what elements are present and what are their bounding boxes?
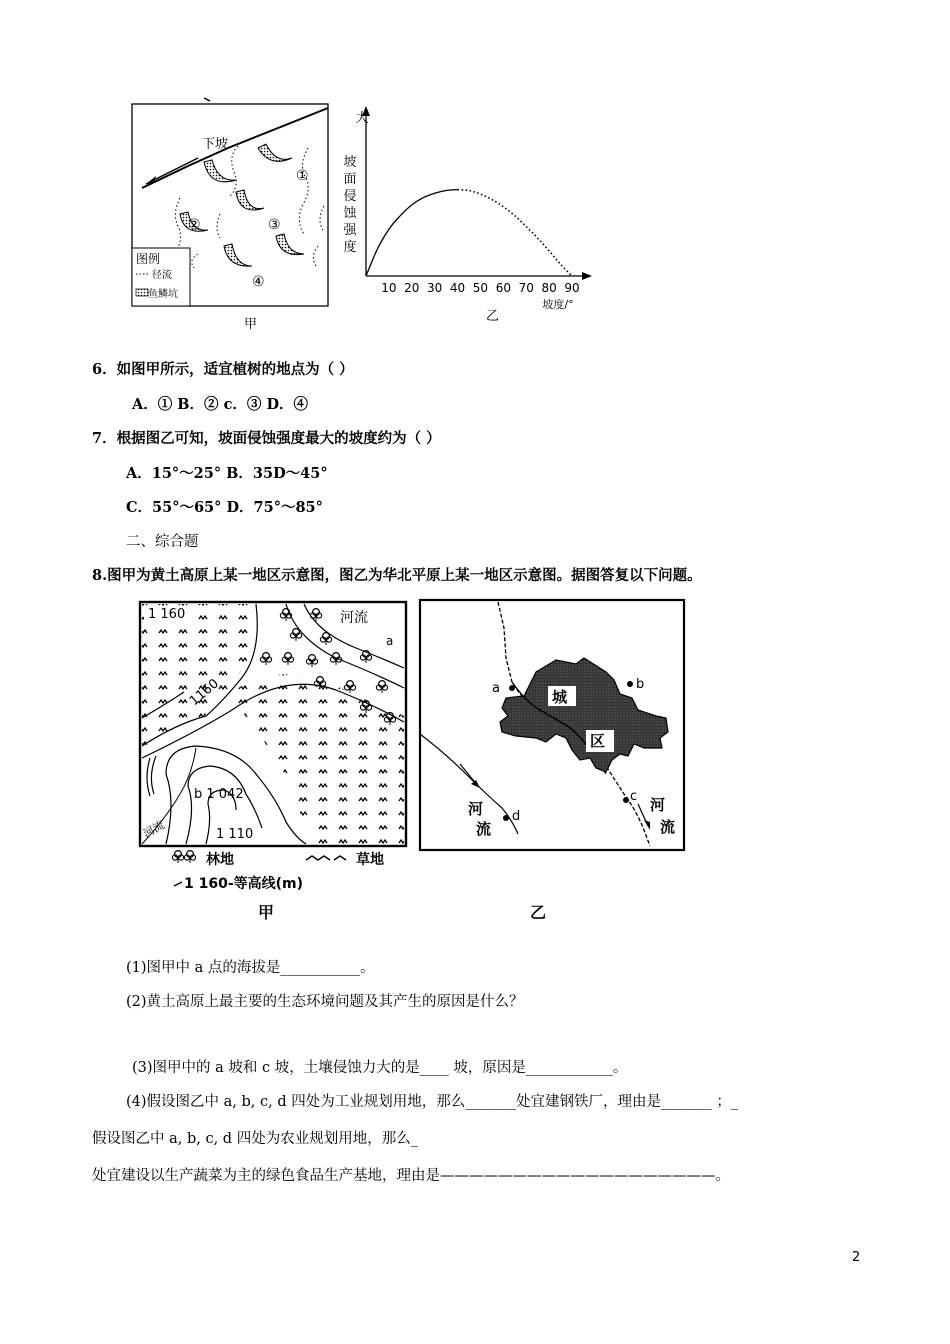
fig1-yi-caption: 乙 (486, 309, 500, 324)
fig2-jia-caption: 甲 (258, 903, 275, 922)
river-left-2: 流 (476, 820, 492, 838)
legend-grass: 草地 (356, 852, 384, 868)
q6-options[interactable]: A．① B．② c．③ D．④ (132, 396, 309, 413)
river-left-1: 河 (468, 800, 484, 818)
y-label-top: 大 (355, 111, 369, 126)
x-tick-label: 90 (564, 281, 580, 295)
city-label-1: 城 (552, 688, 568, 706)
x-tick-label: 40 (449, 281, 466, 295)
q8-sub2: (2)黄土高原上最主要的生态环境问题及其产生的原因是什么？ (126, 994, 524, 1010)
q7-options-row2[interactable]: C．55°～65° D．75°～85° (126, 499, 323, 516)
x-tick-label: 60 (495, 281, 511, 295)
x-tick-label: 50 (472, 281, 489, 295)
river-right-1: 河 (650, 796, 666, 814)
q7-stem: 7．根据图乙可知，坡面侵蚀强度最大的坡度约为（ ） (92, 430, 441, 447)
figure1-yi-chart (336, 96, 596, 336)
river-right-2: 流 (660, 818, 676, 836)
fig1-jia-caption: 甲 (244, 317, 258, 332)
slope-label: 下坡 (202, 137, 229, 152)
legend-runoff: 径流 (152, 270, 172, 281)
q8-sub4c[interactable]: 处宜建设以生产蔬菜为主的绿色食品生产基地，理由是———————————————————。 (92, 1168, 730, 1184)
contour-1160-top: 1 160 (148, 607, 186, 622)
q8-sub4b[interactable]: 假设图乙中 a, b, c, d 四处为农业规划用地，那么_ (92, 1131, 418, 1147)
x-tick-label: 10 (381, 281, 397, 295)
x-tick-label: 70 (518, 281, 534, 295)
contour-b-1042: b 1 042 (194, 787, 244, 802)
fig2-yi-caption: 乙 (530, 903, 547, 922)
city-point-a: a (492, 681, 500, 696)
y-axis-label: 坡面侵蚀强度 (343, 155, 357, 255)
map-point-a: a (386, 634, 394, 648)
city-point-c: c (630, 789, 638, 804)
point-4: ④ (252, 274, 265, 290)
contour-1160-mid: 1160 (186, 676, 222, 710)
legend (132, 248, 190, 306)
x-tick-label: 20 (404, 281, 420, 295)
river-label-top: 河流 (340, 610, 368, 626)
river-label-bottom: 河流 (141, 818, 167, 841)
q8-stem: 8.图甲为黄土高原上某一地区示意图，图乙为华北平原上某一地区示意图。据图答复以下问题。 (92, 567, 702, 584)
city-point-d: d (512, 809, 521, 824)
city-label-2: 区 (590, 732, 606, 750)
point-3: ③ (268, 217, 281, 233)
figure2-yi-map (416, 598, 688, 928)
q8-sub3[interactable]: (3)图甲中的 a 坡和 c 坡，土壤侵蚀力大的是____ 坡，原因是____________。 (132, 1060, 628, 1076)
series-dotted-line (458, 190, 572, 276)
legend-forest: 林地 (206, 852, 234, 868)
section-title: 二、综合题 (126, 534, 199, 550)
q6-stem: 6．如图甲所示，适宜植树的地点为（ ） (92, 361, 354, 378)
legend-title: 图例 (136, 252, 161, 266)
x-tick-label: 80 (541, 281, 557, 295)
point-1: ① (296, 168, 309, 184)
city-area (500, 658, 668, 772)
point-2: ② (188, 217, 201, 233)
x-axis-label: 坡度/° (542, 298, 574, 311)
legend-pit: 鱼鳞坑 (148, 289, 178, 300)
q7-options-row1[interactable]: A．15°～25° B．35D～45° (126, 465, 328, 482)
q8-sub1[interactable]: (1)图甲中 a 点的海拔是___________。 (126, 960, 375, 976)
map-legend (172, 851, 384, 892)
page-number: 2 (852, 1250, 861, 1265)
legend-contour: 1 160-等高线(m) (184, 876, 304, 892)
q8-sub4[interactable]: (4)假设图乙中 a, b, c, d 四处为工业规划用地，那么_______处宜建钢铁厂，理由是_______ ；_ (126, 1094, 739, 1110)
figure2-jia-map (136, 598, 412, 928)
figure1-jia (128, 96, 338, 336)
contour-1110: 1 110 (216, 827, 254, 842)
city-point-b: b (636, 677, 645, 692)
x-tick-label: 30 (427, 281, 443, 295)
series-solid-line (366, 190, 458, 276)
